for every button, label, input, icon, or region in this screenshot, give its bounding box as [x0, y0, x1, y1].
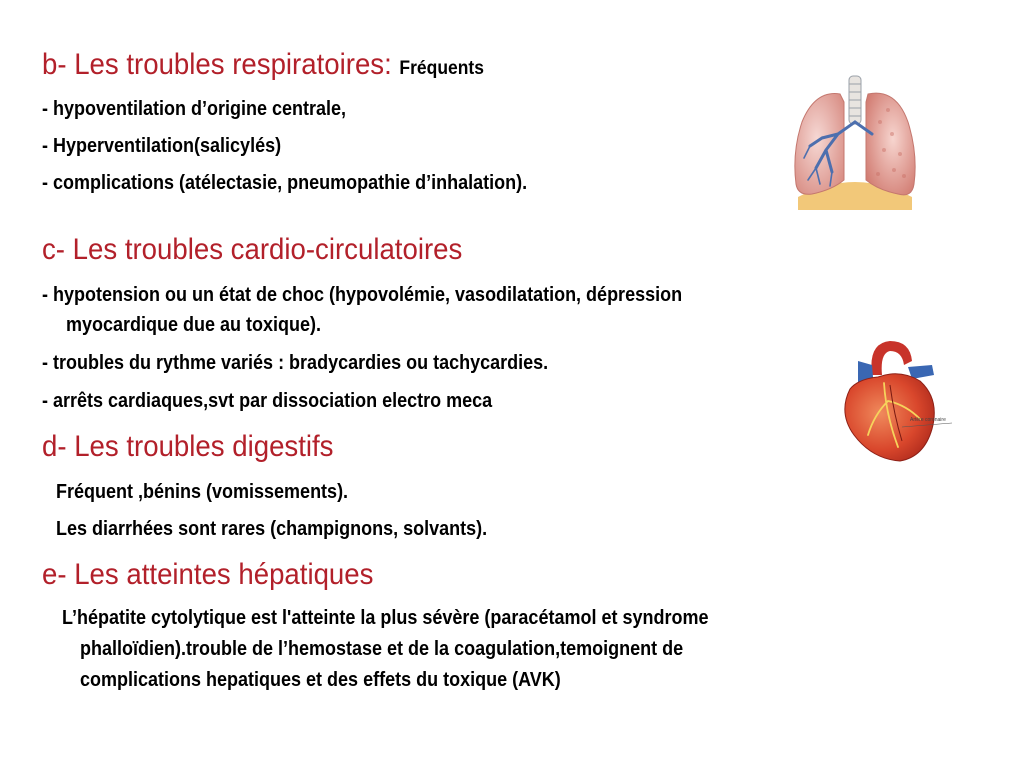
text-line: phalloïdien).trouble de l’hemostase et de la coagulation,temoignent de	[80, 638, 684, 660]
text-line: - Hyperventilation(salicylés)	[42, 135, 282, 157]
heading-respiratory-text: b- Les troubles respiratoires:	[42, 48, 392, 81]
heading-cardio: c- Les troubles cardio-circulatoires	[42, 233, 463, 266]
heading-hepatic: e- Les atteintes hépatiques	[42, 558, 374, 591]
text-line: - complications (atélectasie, pneumopathie d’inhalation).	[42, 172, 528, 194]
text-line: Les diarrhées sont rares (champignons, solvants).	[56, 518, 488, 540]
text-line: - hypoventilation d’origine centrale,	[42, 98, 347, 120]
text-line: - arrêts cardiaques,svt par dissociation electro meca	[42, 390, 493, 412]
heart-caption: Artère coronaire	[910, 417, 946, 423]
text-line: L’hépatite cytolytique est l'atteinte la plus sévère (paracétamol et syndrome	[62, 607, 709, 629]
text-line: - troubles du rythme variés : bradycardies ou tachycardies.	[42, 352, 549, 374]
text-line: myocardique due au toxique).	[66, 314, 322, 336]
heading-digestive: d- Les troubles digestifs	[42, 430, 334, 463]
text-line: complications hepatiques et des effets du toxique (AVK)	[80, 669, 561, 691]
tag-frequent: Fréquents	[399, 58, 484, 79]
text-line: - hypotension ou un état de choc (hypovolémie, vasodilatation, dépression	[42, 284, 683, 306]
right-lung-shape	[866, 93, 915, 195]
aorta-shape	[871, 341, 912, 375]
heading-respiratory	[42, 48, 484, 82]
lungs-icon	[780, 72, 930, 214]
text-line: Fréquent ,bénins (vomissements).	[56, 481, 349, 503]
heart-icon	[828, 335, 963, 465]
